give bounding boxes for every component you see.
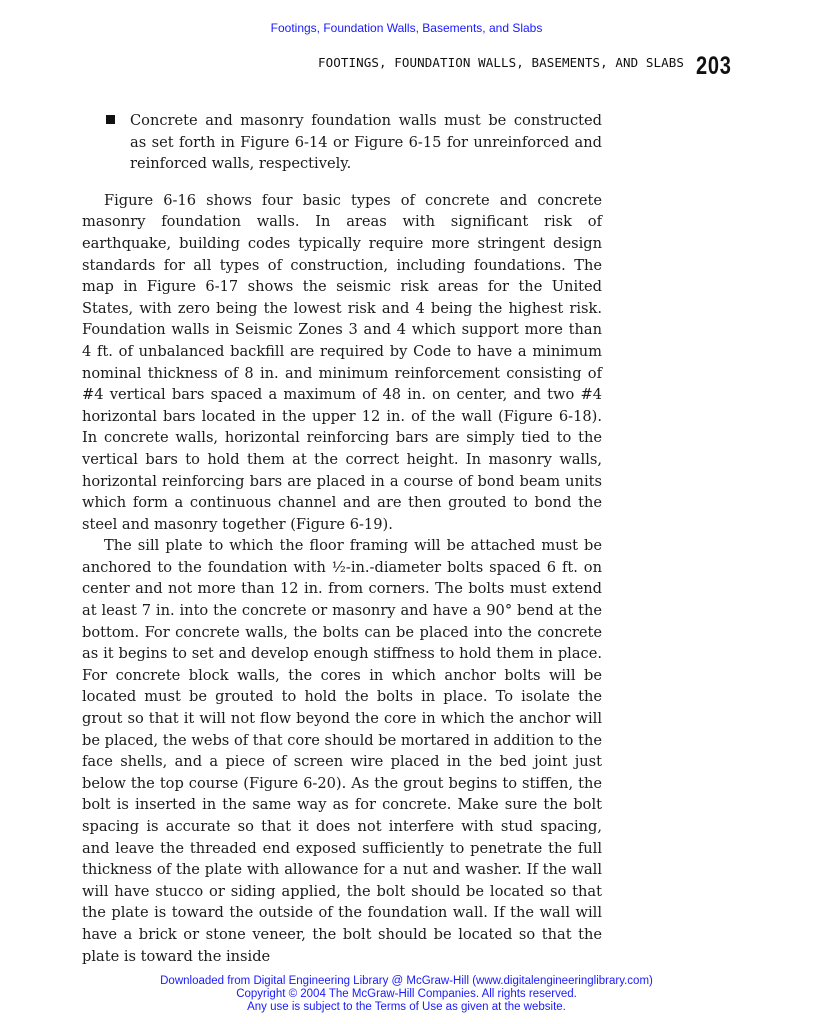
running-head	[300, 52, 732, 82]
page-body	[82, 110, 602, 967]
footer-download-link[interactable]: Downloaded from Digital Engineering Library @ McGraw-Hill (www.digitalengineeringlibrary.com)	[160, 975, 653, 987]
bullet-item	[82, 110, 602, 175]
footer-terms[interactable]: Any use is subject to the Terms of Use as given at the website.	[247, 1000, 566, 1013]
page-number: 203	[696, 52, 732, 80]
bullet-text: Concrete and masonry foundation walls must be constructed as set forth in Figure 6-14 or Figure 6-15 for unreinforced and reinforced walls, respectively.	[130, 112, 602, 173]
running-title: FOOTINGS, FOUNDATION WALLS, BASEMENTS, AND SLABS	[317, 55, 684, 70]
footer-copyright: Copyright © 2004 The McGraw-Hill Companies. All rights reserved.	[236, 987, 577, 1000]
download-footer	[0, 975, 813, 1013]
paragraph-sill-plate: The sill plate to which the floor framing will be attached must be anchored to the foundation with ¹⁄₂-in.-diameter bolts spaced 6 ft. on center and not more than 12 in. from corners. The bolts must extend at least 7 in. into the concrete or masonry and have a 90° bend at the bottom. For concrete walls, the bolts can be placed into the concrete as it begins to set and develop enough stiffness to hold them in place. For concrete block walls, the cores in which anchor bolts will be located must be grouted to hold the bolts in place. To isolate the grout so that it will not flow beyond the core in which the anchor will be placed, the webs of that core should be mortared in addition to the face shells, and a piece of screen wire placed in the bed joint just below the top course (Figure 6-20). As the grout begins to stiffen, the bolt is inserted in the same way as for concrete. Make sure the bolt spacing is accurate so that it does not interfere with stud spacing, and leave the threaded end exposed sufficiently to penetrate the full thickness of the plate with allowance for a nut and washer. If the wall will have stucco or siding applied, the bolt should be located so that the plate is toward the outside of the foundation wall. If the wall will have a brick or stone veneer, the bolt should be located so that the plate is toward the inside	[82, 537, 602, 965]
square-bullet-icon	[106, 115, 115, 124]
top-title-link[interactable]: Footings, Foundation Walls, Basements, and Slabs	[270, 21, 543, 35]
paragraph-seismic: Figure 6-16 shows four basic types of concrete and concrete masonry foundation walls. In areas with significant risk of earthquake, building codes typically require more stringent design standards for all types of construction, including foundations. The map in Figure 6-17 shows the seismic risk areas for the United States, with zero being the lowest risk and 4 being the highest risk. Foundation walls in Seismic Zones 3 and 4 which support more than 4 ft. of unbalanced backfill are required by Code to have a minimum nominal thickness of 8 in. and minimum reinforcement consisting of #4 vertical bars spaced a maximum of 48 in. on center, and two #4 horizontal bars located in the upper 12 in. of the wall (Figure 6-18). In concrete walls, horizontal reinforcing bars are simply tied to the vertical bars to hold them at the correct height. In masonry walls, horizontal reinforcing bars are placed in a course of bond beam units which form a continuous channel and are then grouted to bond the steel and masonry together (Figure 6-19).	[82, 191, 602, 533]
